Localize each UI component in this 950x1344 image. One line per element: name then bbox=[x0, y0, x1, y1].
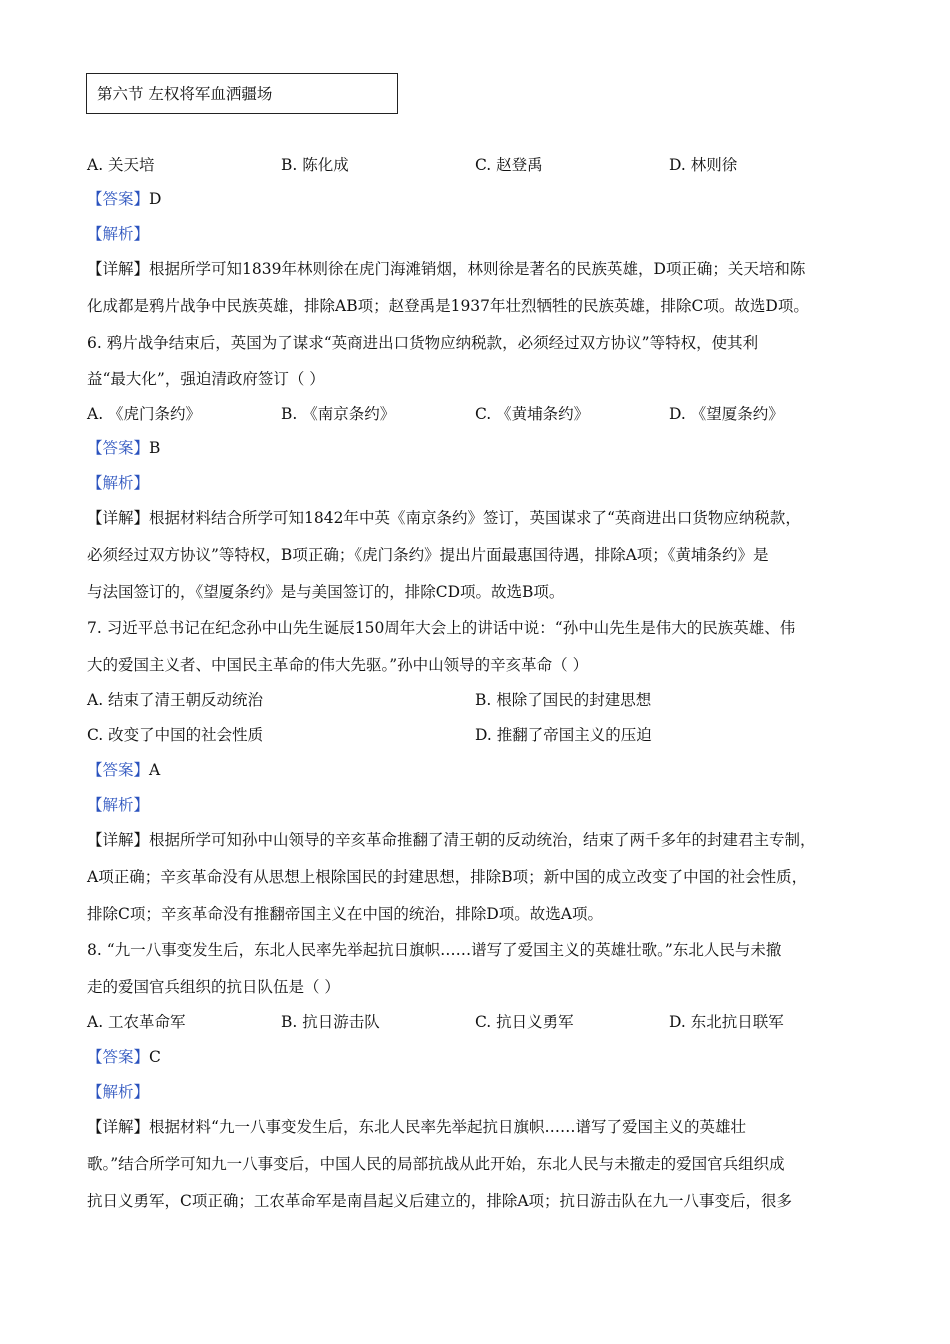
q8-option-b: B. 抗日游击队 bbox=[281, 1013, 380, 1031]
q6-stem-line-1: 6. 鸦片战争结束后，英国为了谋求“英商进出口货物应纳税款，必须经过双方协议”等特权，使其利 bbox=[87, 334, 759, 352]
q6-answer: 【答案】B bbox=[87, 439, 161, 457]
q6-detail-line-2: 必须经过双方协议”等特权，B项正确；《虎门条约》提出片面最惠国待遇，排除A项；《黄埔条约》是 bbox=[87, 546, 769, 564]
q6-analysis-tag: 【解析】 bbox=[87, 474, 150, 492]
q8-detail-line-3: 抗日义勇军，C项正确；工农革命军是南昌起义后建立的，排除A项；抗日游击队在九一八事变后，很多 bbox=[87, 1192, 793, 1210]
q7-detail-line-3: 排除C项；辛亥革命没有推翻帝国主义在中国的统治，排除D项。故选A项。 bbox=[87, 905, 603, 923]
answer-tag: 【答案】 bbox=[87, 190, 150, 208]
q5-option-a: A. 关天培 bbox=[87, 156, 155, 174]
q8-analysis-tag: 【解析】 bbox=[87, 1083, 150, 1101]
q6-option-b: B. 《南京条约》 bbox=[281, 405, 396, 423]
q7-option-c: C. 改变了中国的社会性质 bbox=[87, 726, 264, 744]
q5-option-d: D. 林则徐 bbox=[669, 156, 738, 174]
q7-option-b: B. 根除了国民的封建思想 bbox=[475, 691, 652, 709]
q8-detail-line-2: 歌。”结合所学可知九一八事变后，中国人民的局部抗战从此开始，东北人民与未撤走的爱国官兵组织成 bbox=[87, 1155, 785, 1173]
q7-detail-line-2: A项正确；辛亥革命没有从思想上根除国民的封建思想，排除B项；新中国的成立改变了中国的社会性质， bbox=[87, 868, 808, 886]
q7-analysis-tag: 【解析】 bbox=[87, 796, 150, 814]
q6-option-c: C. 《黄埔条约》 bbox=[475, 405, 590, 423]
section-title: 第六节 左权将军血洒疆场 bbox=[97, 85, 273, 103]
q8-option-d: D. 东北抗日联军 bbox=[669, 1013, 784, 1031]
q8-option-a: A. 工农革命军 bbox=[87, 1013, 186, 1031]
q6-stem-line-2: 益“最大化”，强迫清政府签订（ ） bbox=[87, 370, 325, 388]
q6-detail-line-3: 与法国签订的，《望厦条约》是与美国签订的，排除CD项。故选B项。 bbox=[87, 583, 565, 601]
section-title-box bbox=[86, 73, 398, 114]
q6-option-d: D. 《望厦条约》 bbox=[669, 405, 784, 423]
q8-stem-line-2: 走的爱国官兵组织的抗日队伍是（ ） bbox=[87, 978, 340, 996]
q5-detail-line-1: 【详解】根据所学可知1839年林则徐在虎门海滩销烟，林则徐是著名的民族英雄，D项正确；关天培和陈 bbox=[87, 260, 806, 278]
q6-detail-line-1: 【详解】根据材料结合所学可知1842年中英《南京条约》签订，英国谋求了“英商进出口货物应纳税款， bbox=[87, 509, 801, 527]
q5-answer: 【答案】D bbox=[87, 190, 162, 208]
q5-option-b: B. 陈化成 bbox=[281, 156, 349, 174]
q7-option-d: D. 推翻了帝国主义的压迫 bbox=[475, 726, 652, 744]
q7-detail-line-1: 【详解】根据所学可知孙中山领导的辛亥革命推翻了清王朝的反动统治，结束了两千多年的封建君主专制， bbox=[87, 831, 816, 849]
q7-option-a: A. 结束了清王朝反动统治 bbox=[87, 691, 264, 709]
q8-stem-line-1: 8. “九一八事变发生后，东北人民率先举起抗日旗帜……谱写了爱国主义的英雄壮歌。”东北人民与未撤 bbox=[87, 941, 782, 959]
q5-detail-line-2: 化成都是鸦片战争中民族英雄，排除AB项；赵登禹是1937年壮烈牺牲的民族英雄，排除C项。故选D项。 bbox=[87, 297, 809, 315]
q7-answer: 【答案】A bbox=[87, 761, 161, 779]
q8-option-c: C. 抗日义勇军 bbox=[475, 1013, 574, 1031]
q5-analysis-tag: 【解析】 bbox=[87, 225, 150, 243]
q7-stem-line-1: 7. 习近平总书记在纪念孙中山先生诞辰150周年大会上的讲话中说：“孙中山先生是伟大的民族英雄、伟 bbox=[87, 619, 796, 637]
q6-option-a: A. 《虎门条约》 bbox=[87, 405, 202, 423]
q8-answer: 【答案】C bbox=[87, 1048, 161, 1066]
q5-option-c: C. 赵登禹 bbox=[475, 156, 543, 174]
q7-stem-line-2: 大的爱国主义者、中国民主革命的伟大先驱。”孙中山领导的辛亥革命（ ） bbox=[87, 656, 589, 674]
q8-detail-line-1: 【详解】根据材料“九一八事变发生后，东北人民率先举起抗日旗帜……谱写了爱国主义的英雄壮 bbox=[87, 1118, 746, 1136]
